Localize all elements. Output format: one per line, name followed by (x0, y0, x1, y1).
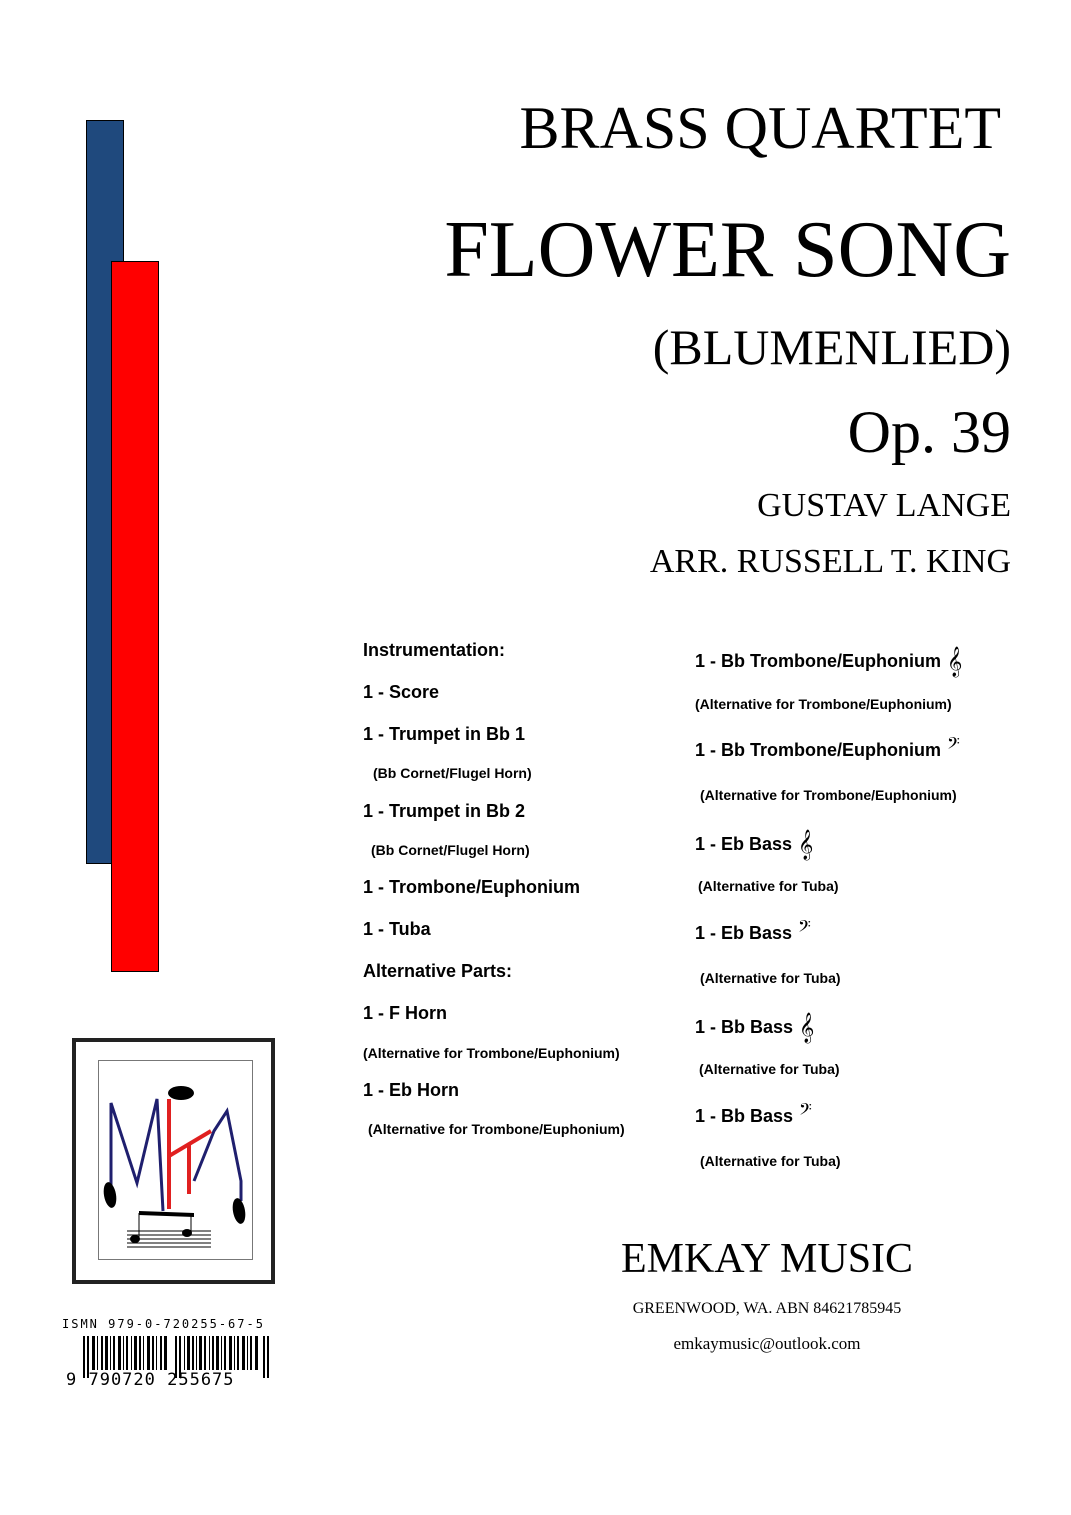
part-eb-horn-alt: (Alternative for Trombone/Euphonium) (368, 1121, 625, 1137)
alt-bb-bass-bass (695, 1099, 812, 1127)
subtitle: (BLUMENLIED) (652, 319, 1011, 375)
arranger: ARR. RUSSELL T. KING (649, 543, 1011, 580)
publisher-email: emkaymusic@outlook.com (673, 1334, 861, 1353)
bass-clef-icon: 𝄢 (947, 733, 960, 757)
barcode-number: 9 790720 255675 (66, 1370, 235, 1390)
alt-bb-bass-treble (695, 1010, 814, 1041)
emkay-logo (72, 1038, 275, 1284)
part-f-horn: 1 - F Horn (363, 1003, 447, 1023)
composer: GUSTAV LANGE (757, 487, 1011, 524)
opus-number: Op. 39 (847, 399, 1011, 465)
part-eb-horn: 1 - Eb Horn (363, 1080, 460, 1100)
ensemble-heading: BRASS QUARTET (519, 95, 1001, 161)
bass-clef-icon: 𝄢 (798, 916, 811, 940)
alternative-parts-heading: Alternative Parts: (363, 961, 513, 981)
alt-part-note: (Alternative for Tuba) (699, 1061, 840, 1077)
alt-bb-trombone-treble (695, 644, 962, 675)
part-score: 1 - Score (363, 682, 440, 702)
treble-clef-icon: 𝄞 (799, 1013, 815, 1043)
alt-eb-bass-bass (695, 916, 811, 944)
part-trumpet-1-alt: (Bb Cornet/Flugel Horn) (373, 765, 532, 781)
alt-part-note: (Alternative for Tuba) (700, 1153, 841, 1169)
publisher-name: EMKAY MUSIC (620, 1236, 914, 1282)
instrumentation-heading: Instrumentation: (363, 640, 505, 660)
ismn-label: ISMN 979-0-720255-67-5 (62, 1317, 265, 1331)
part-trumpet-2-alt: (Bb Cornet/Flugel Horn) (371, 842, 530, 858)
alt-bb-trombone-bass (695, 733, 960, 761)
part-trumpet-1: 1 - Trumpet in Bb 1 (363, 724, 526, 744)
alt-part-label: 1 - Bb Trombone/Euphonium (695, 651, 941, 671)
alt-part-label: 1 - Bb Bass (695, 1017, 794, 1037)
treble-clef-icon: 𝄞 (947, 647, 963, 677)
treble-clef-icon: 𝄞 (798, 830, 814, 860)
alt-part-note: (Alternative for Tuba) (700, 970, 841, 986)
part-f-horn-alt: (Alternative for Trombone/Euphonium) (363, 1045, 620, 1061)
part-trumpet-2: 1 - Trumpet in Bb 2 (363, 801, 526, 821)
alt-eb-bass-treble (695, 827, 813, 858)
part-tuba: 1 - Tuba (363, 919, 431, 939)
publisher-address: GREENWOOD, WA. ABN 84621785945 (632, 1300, 902, 1317)
alt-part-label: 1 - Bb Bass (695, 1106, 794, 1126)
part-trombone: 1 - Trombone/Euphonium (363, 877, 580, 897)
red-decorative-bar (111, 261, 159, 972)
alt-part-label: 1 - Bb Trombone/Euphonium (695, 740, 941, 760)
alt-part-label: 1 - Eb Bass (695, 834, 793, 854)
alt-part-note: (Alternative for Tuba) (698, 878, 839, 894)
bass-clef-icon: 𝄢 (799, 1099, 812, 1123)
alt-part-note: (Alternative for Trombone/Euphonium) (700, 787, 957, 803)
alt-part-note: (Alternative for Trombone/Euphonium) (695, 696, 952, 712)
alt-part-label: 1 - Eb Bass (695, 923, 793, 943)
mk-monogram-icon (99, 1061, 252, 1259)
logo-inner-frame (98, 1060, 253, 1260)
page-title: FLOWER SONG (444, 206, 1011, 294)
